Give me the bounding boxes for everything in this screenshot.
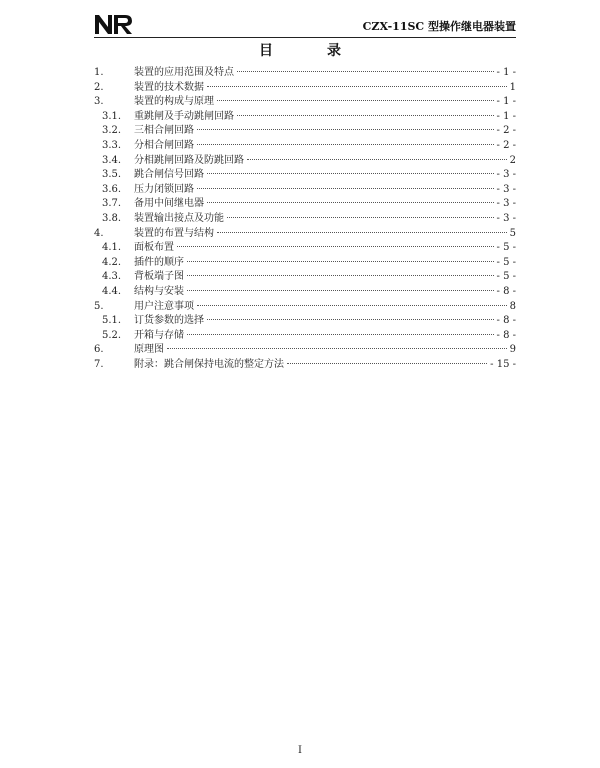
toc-entry[interactable] — [94, 95, 516, 110]
toc-leader-dots — [207, 319, 494, 320]
toc-leader-dots — [217, 232, 507, 233]
toc-leader-dots — [227, 217, 494, 218]
toc-entry[interactable] — [94, 256, 516, 271]
toc-entry-page: 9 — [509, 344, 516, 356]
toc-leader-dots — [187, 261, 494, 262]
toc-entry-number: 5.1. — [102, 315, 122, 327]
toc-entry[interactable] — [94, 212, 516, 227]
toc-entry[interactable] — [94, 343, 516, 358]
toc-title: 目录 — [259, 43, 395, 59]
toc-entry-page: - 5 - — [496, 256, 516, 268]
toc-entry-page: 2 — [509, 154, 516, 166]
table-of-contents — [94, 66, 516, 372]
toc-entry-page: 8 — [509, 300, 516, 312]
toc-leader-dots — [167, 348, 507, 349]
toc-entry-label: 备用中间继电器 — [134, 198, 204, 210]
toc-entry-line — [134, 343, 516, 358]
toc-entry-page: - 3 - — [496, 183, 516, 195]
toc-entry-page: - 1 - — [496, 96, 516, 108]
toc-entry-label: 装置的布置与结构 — [134, 227, 214, 239]
toc-leader-dots — [217, 100, 494, 101]
toc-entry-label: 原理图 — [134, 344, 164, 356]
toc-entry[interactable] — [94, 241, 516, 256]
toc-entry-number: 5.2. — [102, 329, 122, 341]
toc-entry-page: - 5 - — [496, 242, 516, 254]
toc-entry-page: - 1 - — [496, 67, 516, 78]
toc-entry-number: 4.1. — [102, 242, 122, 254]
toc-entry[interactable] — [94, 300, 516, 315]
toc-entry-label: 三相合闸回路 — [134, 125, 194, 137]
toc-entry-page: - 3 - — [496, 198, 516, 210]
toc-entry-line — [134, 95, 516, 110]
toc-entry-label: 插件的顺序 — [134, 256, 184, 268]
toc-leader-dots — [237, 71, 494, 72]
toc-entry-label: 订货参数的选择 — [134, 315, 204, 327]
toc-entry[interactable] — [94, 110, 516, 125]
toc-leader-dots — [207, 173, 494, 174]
toc-entry-line — [134, 124, 516, 139]
toc-entry[interactable] — [94, 358, 516, 373]
toc-entry-page: - 8 - — [496, 329, 516, 341]
toc-leader-dots — [237, 115, 494, 116]
toc-entry-line — [134, 154, 516, 169]
toc-entry-line — [134, 212, 516, 227]
toc-entry[interactable] — [94, 270, 516, 285]
document-title: CZX-11SC 型操作继电器装置 — [362, 20, 516, 33]
toc-entry[interactable] — [94, 66, 516, 81]
toc-entry-page: 5 — [509, 227, 516, 239]
toc-entry-line — [134, 81, 516, 96]
toc-leader-dots — [177, 246, 494, 247]
toc-entry-number: 3.6. — [102, 183, 122, 195]
toc-entry-line — [134, 256, 516, 271]
toc-entry[interactable] — [94, 285, 516, 300]
header-rule — [94, 37, 516, 38]
toc-entry-number: 4.4. — [102, 285, 122, 297]
toc-leader-dots — [247, 159, 507, 160]
toc-entry[interactable] — [94, 81, 516, 96]
toc-entry-line — [134, 314, 516, 329]
page-number: I — [298, 745, 302, 756]
toc-entry-page: - 3 - — [496, 169, 516, 181]
toc-entry[interactable] — [94, 154, 516, 169]
toc-entry-page: - 5 - — [496, 271, 516, 283]
toc-entry[interactable] — [94, 197, 516, 212]
toc-entry-page: - 8 - — [496, 315, 516, 327]
toc-leader-dots — [197, 305, 507, 306]
toc-entry-number: 3.8. — [102, 212, 122, 224]
toc-entry[interactable] — [94, 124, 516, 139]
toc-entry-line — [134, 227, 516, 242]
toc-leader-dots — [187, 290, 494, 291]
toc-leader-dots — [207, 86, 507, 87]
toc-entry-label: 结构与安装 — [134, 285, 184, 297]
toc-entry-line — [134, 329, 516, 344]
toc-leader-dots — [187, 334, 494, 335]
toc-entry-label: 重跳闸及手动跳闸回路 — [134, 110, 234, 122]
toc-entry-line — [134, 241, 516, 256]
toc-entry-page: - 3 - — [496, 212, 516, 224]
toc-entry-label: 背板端子图 — [134, 271, 184, 283]
toc-entry-line — [134, 197, 516, 212]
toc-entry-number: 4.3. — [102, 271, 122, 283]
toc-entry-number: 7. — [94, 358, 104, 370]
toc-entry-line — [134, 270, 516, 285]
toc-entry-number: 4.2. — [102, 256, 122, 268]
toc-leader-dots — [187, 275, 494, 276]
toc-entry[interactable] — [94, 139, 516, 154]
toc-entry-label: 装置的技术数据 — [134, 81, 204, 93]
toc-entry-line — [134, 300, 516, 315]
toc-leader-dots — [287, 363, 487, 364]
toc-leader-dots — [197, 144, 494, 145]
toc-entry-line — [134, 168, 516, 183]
toc-entry-number: 3.7. — [102, 198, 122, 210]
nr-logo-icon — [94, 12, 134, 36]
toc-entry-label: 分相合闸回路 — [134, 139, 194, 151]
toc-entry-label: 跳合闸信号回路 — [134, 169, 204, 181]
toc-entry-page: - 1 - — [496, 110, 516, 122]
toc-entry-label: 压力闭锁回路 — [134, 183, 194, 195]
toc-entry-number: 3. — [94, 96, 104, 108]
toc-leader-dots — [197, 129, 494, 130]
toc-entry-number: 3.5. — [102, 169, 122, 181]
toc-entry-label: 装置输出接点及功能 — [134, 212, 224, 224]
toc-entry[interactable] — [94, 183, 516, 198]
toc-entry-label: 装置的应用范围及特点 — [134, 67, 234, 78]
toc-entry-line — [134, 183, 516, 198]
toc-entry-number: 1. — [94, 67, 104, 78]
toc-entry-label: 附录：跳合闸保持电流的整定方法 — [134, 358, 284, 370]
toc-entry-line — [134, 66, 516, 81]
toc-entry-number: 5. — [94, 300, 104, 312]
toc-entry-line — [134, 110, 516, 125]
toc-entry[interactable] — [94, 314, 516, 329]
toc-entry-page: - 15 - — [490, 358, 516, 370]
toc-entry-page: - 2 - — [496, 139, 516, 151]
toc-entry-page: 1 — [509, 81, 516, 93]
toc-entry[interactable] — [94, 227, 516, 242]
toc-entry-page: - 8 - — [496, 285, 516, 297]
toc-entry-number: 3.4. — [102, 154, 122, 166]
toc-entry-line — [134, 285, 516, 300]
toc-entry[interactable] — [94, 168, 516, 183]
toc-entry-number: 3.1. — [102, 110, 122, 122]
toc-entry-label: 分相跳闸回路及防跳回路 — [134, 154, 244, 166]
toc-entry-number: 3.2. — [102, 125, 122, 137]
toc-entry-label: 装置的构成与原理 — [134, 96, 214, 108]
toc-leader-dots — [197, 188, 494, 189]
toc-entry-number: 6. — [94, 344, 104, 356]
toc-entry-line — [134, 358, 516, 373]
toc-entry-number: 4. — [94, 227, 104, 239]
toc-entry-label: 开箱与存储 — [134, 329, 184, 341]
toc-leader-dots — [207, 202, 494, 203]
toc-entry-page: - 2 - — [496, 125, 516, 137]
toc-entry-line — [134, 139, 516, 154]
page-header — [94, 12, 516, 38]
toc-entry-number: 3.3. — [102, 139, 122, 151]
toc-entry-label: 面板布置 — [134, 242, 174, 254]
toc-entry[interactable] — [94, 329, 516, 344]
toc-entry-label: 用户注意事项 — [134, 300, 194, 312]
toc-entry-number: 2. — [94, 81, 104, 93]
